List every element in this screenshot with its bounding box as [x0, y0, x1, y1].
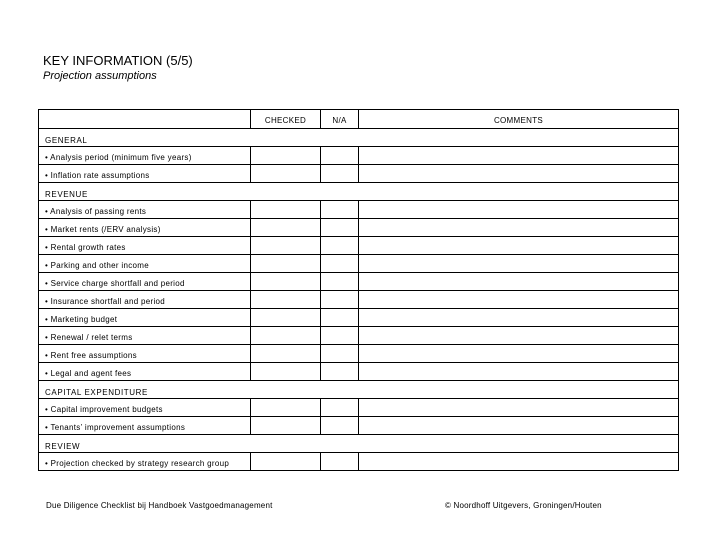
- comments-cell[interactable]: [358, 219, 678, 236]
- checked-cell[interactable]: [250, 147, 320, 164]
- checked-cell[interactable]: [250, 237, 320, 254]
- table-header-row: [39, 110, 678, 128]
- checked-cell[interactable]: [250, 309, 320, 326]
- checklist-table: [38, 109, 679, 471]
- section-label: REVIEW: [45, 442, 81, 451]
- na-cell[interactable]: [320, 309, 358, 326]
- na-cell[interactable]: [320, 165, 358, 182]
- section-label: GENERAL: [45, 136, 88, 145]
- na-cell[interactable]: [320, 291, 358, 308]
- checked-cell[interactable]: [250, 255, 320, 272]
- checked-cell[interactable]: [250, 273, 320, 290]
- header-comments: COMMENTS: [358, 110, 678, 128]
- header-checked: CHECKED: [250, 110, 320, 128]
- section-header-row: [39, 182, 678, 200]
- checked-cell[interactable]: [250, 453, 320, 470]
- comments-cell[interactable]: [358, 345, 678, 362]
- checklist-row: [39, 218, 678, 236]
- comments-cell[interactable]: [358, 255, 678, 272]
- section-header-row: [39, 380, 678, 398]
- checklist-row: [39, 236, 678, 254]
- checklist-row: [39, 254, 678, 272]
- checklist-row: [39, 272, 678, 290]
- checklist-item-label: • Parking and other income: [45, 261, 149, 270]
- page-title: KEY INFORMATION (5/5): [43, 53, 193, 68]
- checklist-row: [39, 344, 678, 362]
- checklist-row: [39, 308, 678, 326]
- checked-cell[interactable]: [250, 291, 320, 308]
- checklist-item-label: • Insurance shortfall and period: [45, 297, 166, 306]
- checked-cell[interactable]: [250, 417, 320, 434]
- na-cell[interactable]: [320, 219, 358, 236]
- section-label: REVENUE: [45, 190, 88, 199]
- comments-cell[interactable]: [358, 165, 678, 182]
- checklist-item-label: • Service charge shortfall and period: [45, 279, 185, 288]
- checklist-row: [39, 398, 678, 416]
- na-cell[interactable]: [320, 273, 358, 290]
- page-subtitle: Projection assumptions: [43, 70, 157, 82]
- na-cell[interactable]: [320, 327, 358, 344]
- checklist-item-label: • Renewal / relet terms: [45, 333, 133, 342]
- checked-cell[interactable]: [250, 201, 320, 218]
- comments-cell[interactable]: [358, 273, 678, 290]
- na-cell[interactable]: [320, 255, 358, 272]
- checklist-row: [39, 290, 678, 308]
- na-cell[interactable]: [320, 201, 358, 218]
- na-cell[interactable]: [320, 237, 358, 254]
- checklist-item-label: • Analysis of passing rents: [45, 207, 147, 216]
- checklist-row: [39, 326, 678, 344]
- section-header-row: [39, 128, 678, 146]
- comments-cell[interactable]: [358, 453, 678, 470]
- comments-cell[interactable]: [358, 237, 678, 254]
- checked-cell[interactable]: [250, 345, 320, 362]
- checklist-row: [39, 362, 678, 380]
- checked-cell[interactable]: [250, 219, 320, 236]
- checklist-item-label: • Tenants’ improvement assumptions: [45, 423, 186, 432]
- checked-cell[interactable]: [250, 399, 320, 416]
- header-item-cell: [39, 110, 250, 128]
- na-cell[interactable]: [320, 345, 358, 362]
- checklist-item-label: • Analysis period (minimum five years): [45, 153, 192, 162]
- checklist-row: [39, 164, 678, 182]
- comments-cell[interactable]: [358, 147, 678, 164]
- checklist-item-label: • Capital improvement budgets: [45, 405, 163, 414]
- checked-cell[interactable]: [250, 327, 320, 344]
- comments-cell[interactable]: [358, 309, 678, 326]
- comments-cell[interactable]: [358, 201, 678, 218]
- footer-source: Due Diligence Checklist bij Handboek Vastgoedmanagement: [46, 501, 273, 510]
- checklist-row: [39, 146, 678, 164]
- section-header-row: [39, 434, 678, 452]
- checklist-item-label: • Projection checked by strategy research group: [45, 459, 230, 468]
- header-na: N/A: [320, 110, 358, 128]
- comments-cell[interactable]: [358, 363, 678, 380]
- section-label: CAPITAL EXPENDITURE: [45, 388, 148, 397]
- comments-cell[interactable]: [358, 291, 678, 308]
- checklist-item-label: • Marketing budget: [45, 315, 118, 324]
- checklist-row: [39, 416, 678, 434]
- checklist-row: [39, 200, 678, 218]
- footer-copyright: © Noordhoff Uitgevers, Groningen/Houten: [445, 501, 602, 510]
- checklist-item-label: • Legal and agent fees: [45, 369, 132, 378]
- comments-cell[interactable]: [358, 399, 678, 416]
- checked-cell[interactable]: [250, 165, 320, 182]
- checked-cell[interactable]: [250, 363, 320, 380]
- comments-cell[interactable]: [358, 327, 678, 344]
- na-cell[interactable]: [320, 363, 358, 380]
- comments-cell[interactable]: [358, 417, 678, 434]
- na-cell[interactable]: [320, 453, 358, 470]
- checklist-item-label: • Market rents (/ERV analysis): [45, 225, 161, 234]
- checklist-item-label: • Rental growth rates: [45, 243, 126, 252]
- checklist-item-label: • Rent free assumptions: [45, 351, 137, 360]
- checklist-item-label: • Inflation rate assumptions: [45, 171, 150, 180]
- checklist-row: [39, 452, 678, 470]
- na-cell[interactable]: [320, 399, 358, 416]
- na-cell[interactable]: [320, 147, 358, 164]
- na-cell[interactable]: [320, 417, 358, 434]
